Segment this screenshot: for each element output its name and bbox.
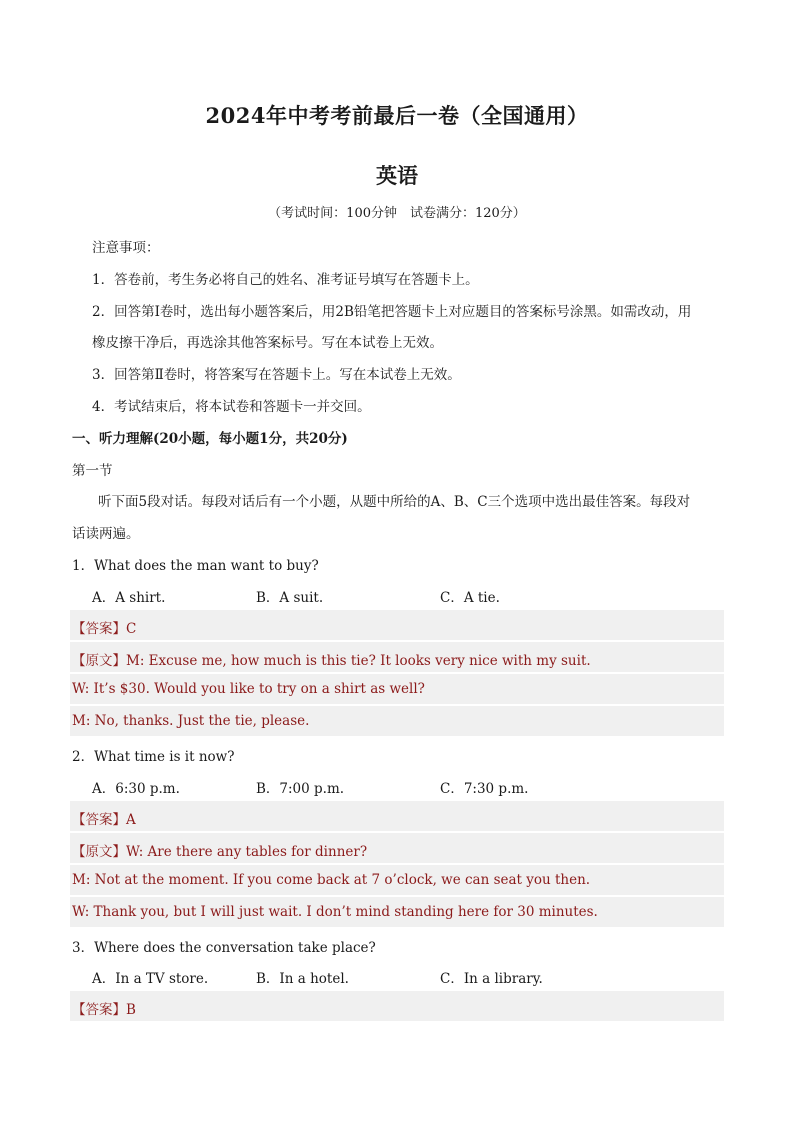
answer-line (72, 808, 136, 828)
answer-label: 【答案】 (72, 812, 126, 828)
script-text: M: Not at the moment. If you come back at 7 o’clock, we can seat you then. (72, 872, 591, 888)
option-b: B．In a hotel. (256, 971, 349, 987)
option-a: A．A shirt. (92, 590, 166, 606)
answer-label: 【答案】 (72, 621, 126, 637)
script-line (72, 840, 367, 860)
option-c: C．In a library. (440, 971, 543, 987)
notice-item: 1．答卷前，考生务必将自己的姓名、准考证号填写在答题卡上。 (92, 272, 479, 288)
answer-value: C (126, 621, 137, 637)
answer-band (70, 991, 724, 1021)
answer-label: 【答案】 (72, 1002, 126, 1018)
option-c: C．7:30 p.m. (440, 781, 529, 797)
notice-item: 2．回答第Ⅰ卷时，选出每小题答案后，用2B铅笔把答题卡上对应题目的答案标号涂黑。如需改动，用 (92, 304, 692, 320)
notice-item: 4．考试结束后，将本试卷和答题卡一并交回。 (92, 399, 371, 415)
subject-title: 英语 (376, 163, 418, 188)
exam-info: （考试时间：100分钟 试卷满分：120分） (268, 206, 526, 221)
notice-item: 3．回答第Ⅱ卷时，将答案写在答题卡上。写在本试卷上无效。 (92, 367, 461, 383)
script-label: 【原文】 (72, 844, 126, 860)
script-label: 【原文】 (72, 653, 126, 669)
option-b: B．7:00 p.m. (256, 781, 345, 797)
page-title: 2024年中考考前最后一卷（全国通用） (205, 103, 589, 128)
script-line (72, 649, 591, 669)
answer-band (70, 801, 724, 831)
section-title: 一、听力理解(20小题，每小题1分，共20分) (72, 431, 348, 447)
question-stem: 2．What time is it now? (72, 749, 235, 765)
answer-band (70, 610, 724, 640)
question-stem: 1．What does the man want to buy? (72, 558, 319, 574)
answer-line (72, 617, 136, 637)
answer-value: A (126, 812, 136, 828)
option-a: A．In a TV store. (92, 971, 209, 987)
option-a: A．6:30 p.m. (92, 781, 180, 797)
option-c: C．A tie. (440, 590, 500, 606)
section-instruction: 听下面5段对话。每段对话后有一个小题，从题中所给的A、B、C三个选项中选出最佳答案。每段对 (98, 494, 691, 510)
part-title: 第一节 (72, 463, 113, 479)
script-text: M: No, thanks. Just the tie, please. (72, 713, 310, 729)
answer-value: B (126, 1002, 136, 1018)
question-stem: 3．Where does the conversation take place? (72, 940, 376, 956)
script-text: W: It’s $30. Would you like to try on a shirt as well? (72, 681, 425, 697)
script-text: W: Are there any tables for dinner? (126, 844, 368, 860)
script-text: W: Thank you, but I will just wait. I don’t mind standing here for 30 minutes. (72, 904, 598, 920)
option-b: B．A suit. (256, 590, 324, 606)
script-text: M: Excuse me, how much is this tie? It looks very nice with my suit. (126, 653, 591, 669)
notice-item: 橡皮擦干净后，再选涂其他答案标号。写在本试卷上无效。 (92, 335, 443, 351)
section-instruction: 话读两遍。 (72, 526, 140, 542)
answer-line (72, 998, 136, 1018)
notice-heading: 注意事项： (92, 240, 160, 256)
